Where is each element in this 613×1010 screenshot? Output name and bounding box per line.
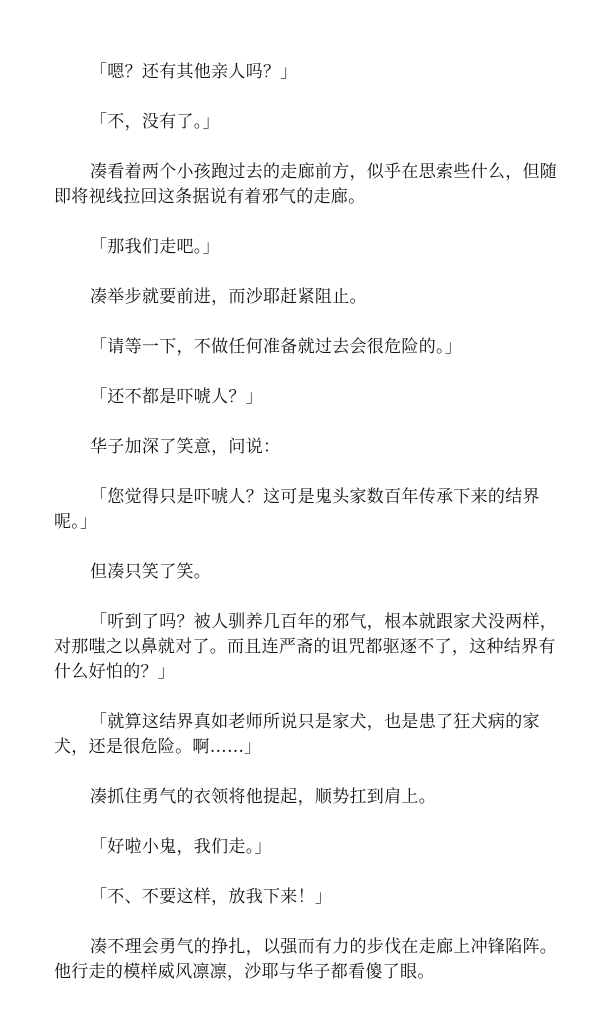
paragraph: 「请等一下，不做任何准备就过去会很危险的。」 bbox=[90, 337, 463, 357]
paragraph: 「好啦小鬼，我们走。」 bbox=[90, 837, 272, 857]
paragraph: 「就算这结界真如老师所说只是家犬，也是患了狂犬病的家犬，还是很危险。啊……」 bbox=[54, 712, 540, 757]
paragraph: 「您觉得只是吓唬人？这可是鬼头家数百年传承下来的结界呢。」 bbox=[54, 487, 540, 532]
paragraph: 「不，没有了。」 bbox=[90, 112, 220, 132]
paragraph: 凑看着两个小孩跑过去的走廊前方，似乎在思索些什么，但随即将视线拉回这条据说有着邪气的走廊。 bbox=[54, 162, 558, 207]
paragraph: 凑抓住勇气的衣领将他提起，顺势扛到肩上。 bbox=[90, 787, 436, 807]
paragraph: 华子加深了笑意，问说： bbox=[90, 437, 281, 457]
paragraph: 但凑只笑了笑。 bbox=[90, 562, 212, 582]
paragraph: 凑举步就要前进，而沙耶赶紧阻止。 bbox=[90, 287, 367, 307]
text-body bbox=[54, 60, 558, 1010]
paragraph: 「那我们走吧。」 bbox=[90, 237, 220, 257]
paragraph: 凑不理会勇气的挣扎，以强而有力的步伐在走廊上冲锋陷阵。他行走的模样威风凛凛，沙耶与华子都看傻了眼。 bbox=[54, 937, 558, 982]
paragraph: 「嗯？还有其他亲人吗？」 bbox=[90, 62, 298, 82]
paragraph: 「不、不要这样，放我下来！」 bbox=[90, 887, 333, 907]
paragraph: 「还不都是吓唬人？」 bbox=[90, 387, 263, 407]
paragraph: 「听到了吗？被人驯养几百年的邪气，根本就跟家犬没两样，对那嗤之以鼻就对了。而且连严斋的诅咒都驱逐不了，这种结界有什么好怕的？」 bbox=[54, 612, 558, 682]
